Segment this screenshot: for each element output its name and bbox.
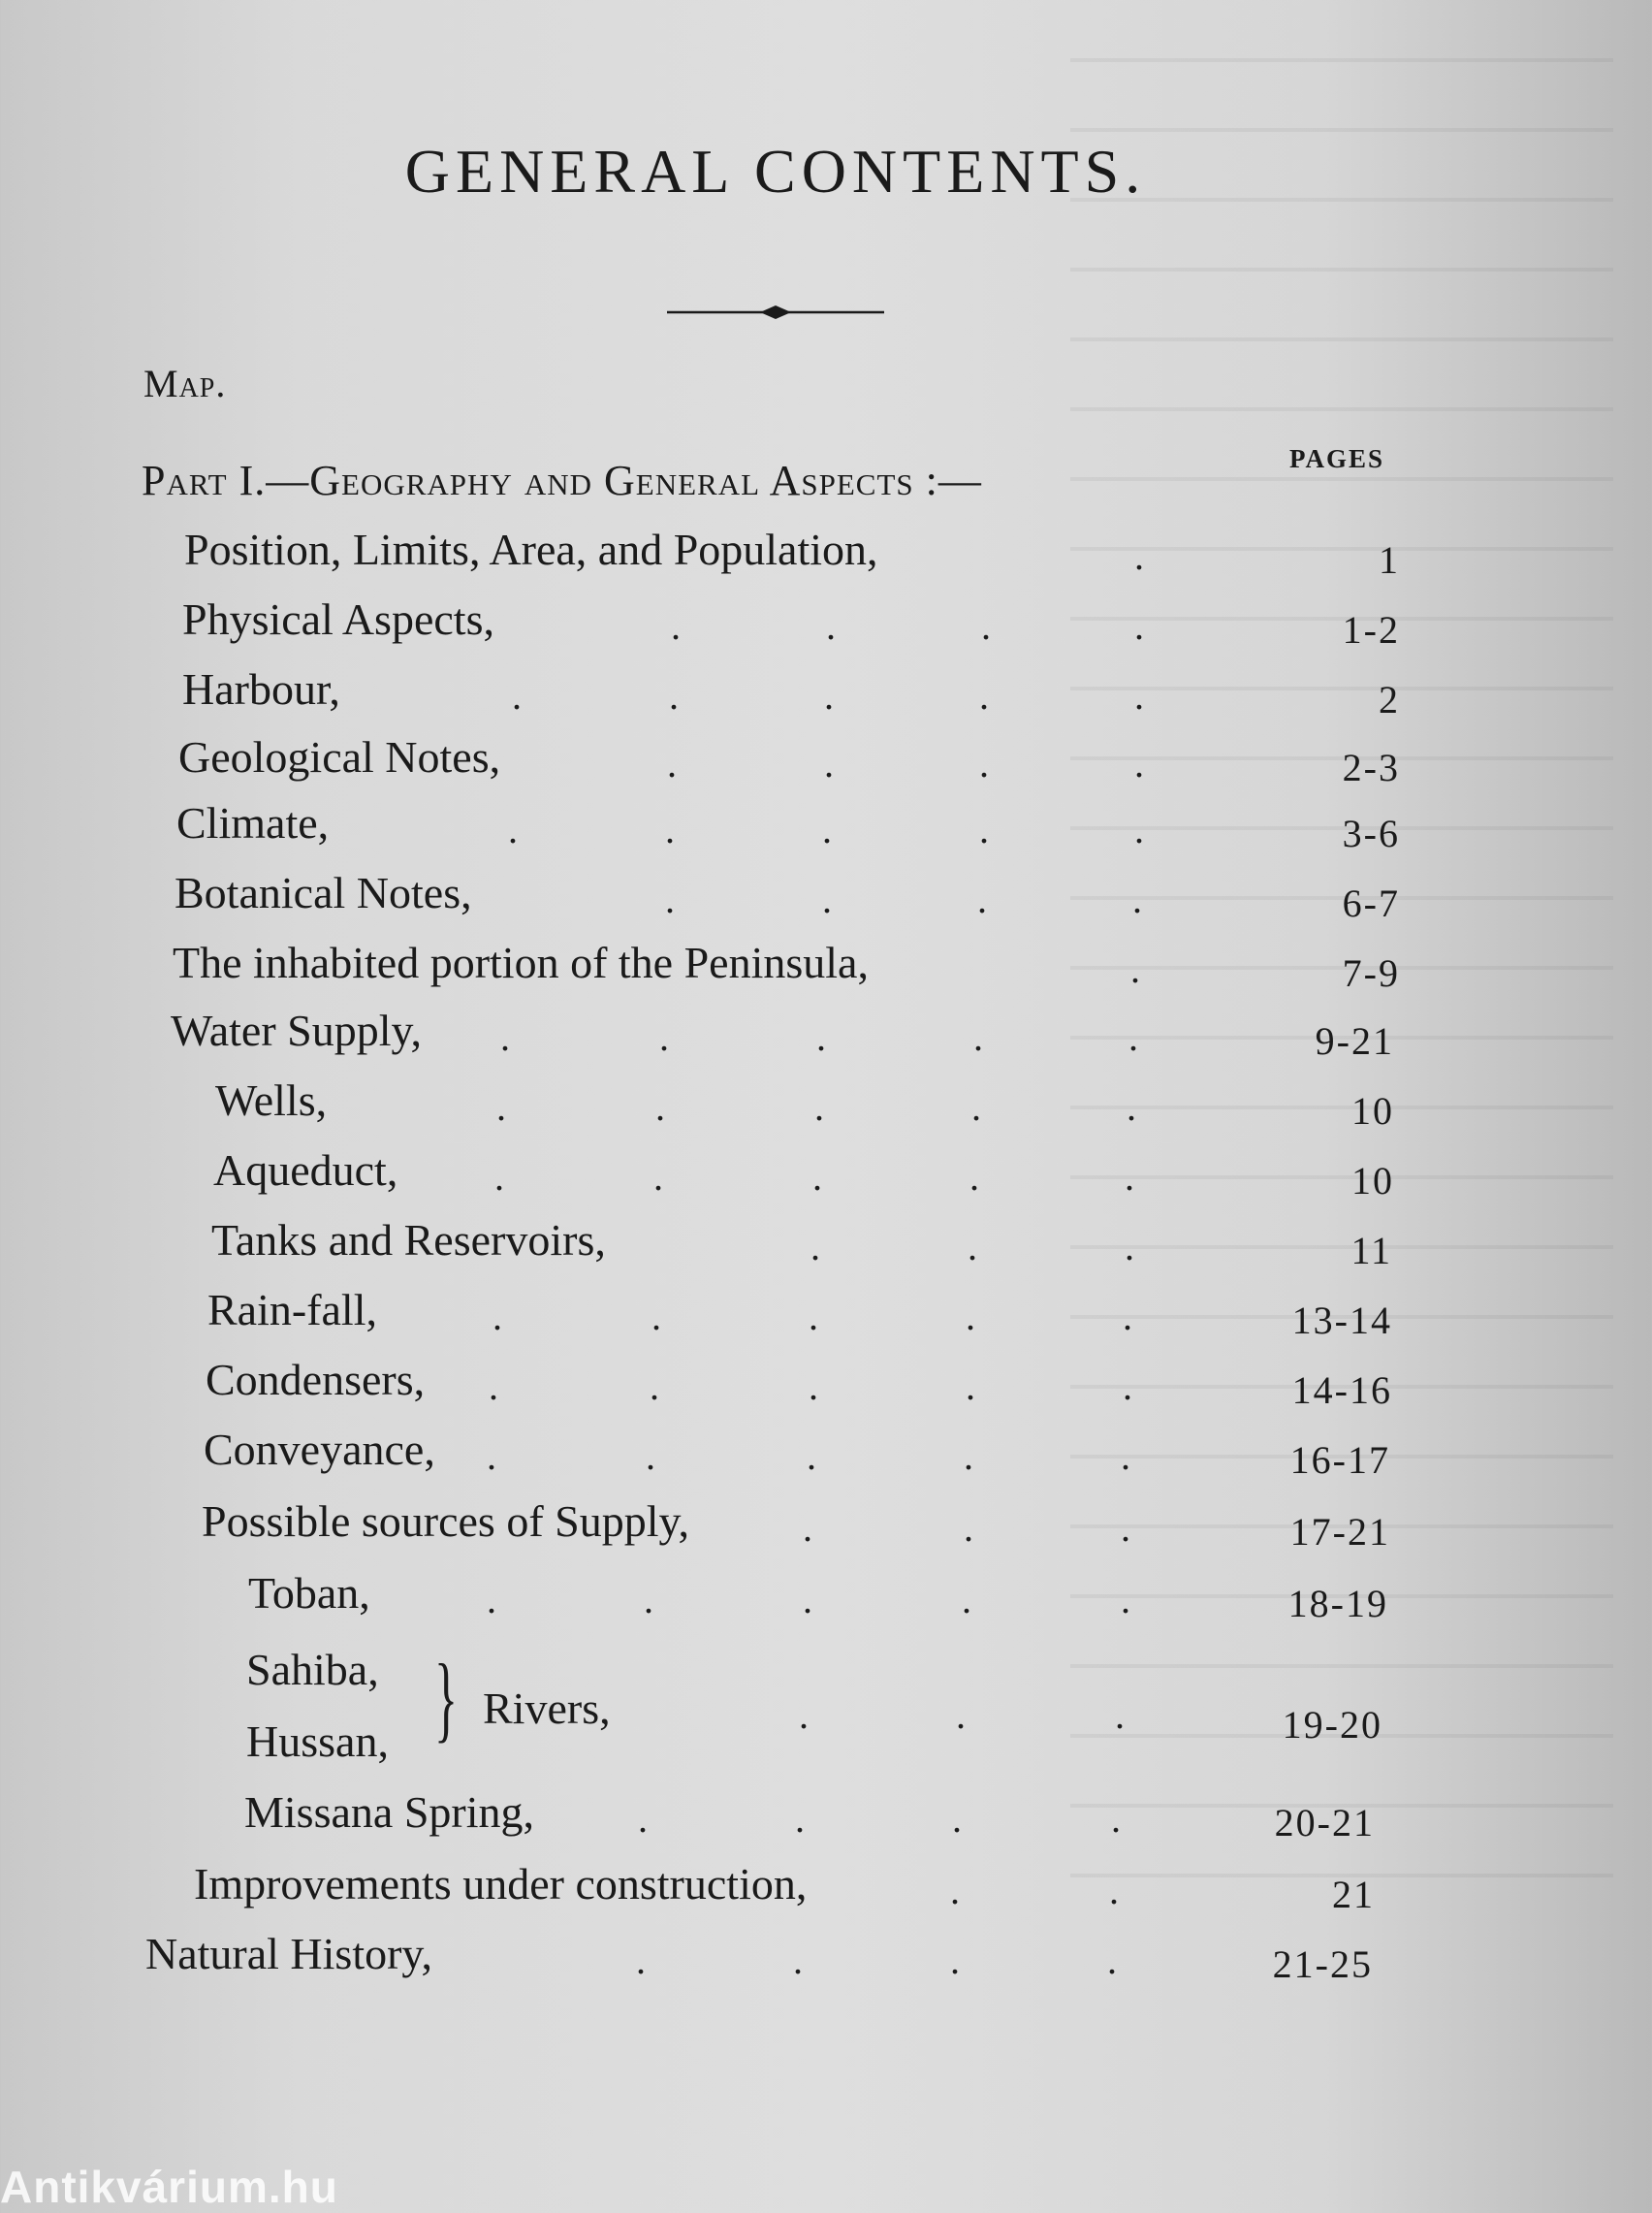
river-name-hussan: Hussan, [246,1716,389,1766]
toc-entry-inhabited-portion[interactable]: The inhabited portion of the Peninsula, . 7-9 [173,938,1400,995]
toc-entry-missana-spring[interactable]: Missana Spring, . . . . 20-21 [244,1787,1375,1844]
toc-entry-improvements[interactable]: Improvements under construction, . . 21 [194,1859,1375,1916]
entry-pages: 21-25 [1272,1942,1373,1986]
entry-pages: 16-17 [1289,1438,1390,1482]
entry-pages: 10 [1351,1159,1394,1203]
toc-entry-conveyance[interactable]: Conveyance, . . . . . 16-17 [204,1425,1390,1482]
entry-pages: 10 [1351,1089,1394,1133]
entry-label: Climate, [176,798,330,848]
toc-entry-natural-history[interactable]: Natural History, . . . . 21-25 [145,1929,1373,1986]
entry-label: Aqueduct, [213,1145,398,1195]
leader-dot: . [1134,534,1144,578]
entry-pages: 1-2 [1342,608,1400,652]
toc-entry-rain-fall[interactable]: Rain-fall, . . . . . 13-14 [207,1285,1392,1342]
toc-entry-rivers[interactable]: Sahiba, Hussan, } Rivers, . . . 19-20 [246,1644,1382,1766]
pages-column-heading: PAGES [1289,444,1385,473]
river-name-sahiba: Sahiba, [246,1645,379,1694]
entry-label: Botanical Notes, [175,868,472,917]
entry-pages: 1 [1379,538,1400,582]
entry-label: Rain-fall, [207,1285,377,1334]
entry-label: Condensers, [206,1355,426,1404]
entry-label: Wells, [215,1075,328,1125]
entry-pages: 2 [1379,678,1400,722]
divider-ornament [667,303,884,322]
toc-entry-toban[interactable]: Toban, . . . . . 18-19 [248,1568,1388,1625]
entry-label: Natural History, [145,1929,432,1978]
entry-label: The inhabited portion of the Peninsula, [173,938,869,987]
entry-pages: 20-21 [1274,1801,1375,1844]
toc-entry-position[interactable] [0,524,1652,592]
toc-entry-water-supply[interactable]: Water Supply, . . . . . 9-21 [171,1006,1394,1063]
entry-label: Conveyance, [204,1425,435,1474]
entry-label: Water Supply, [171,1006,423,1055]
entry-pages: 11 [1350,1229,1392,1272]
toc-entry-geological-notes[interactable]: Geological Notes, . . . . 2-3 [178,732,1400,789]
entry-label: Geological Notes, [178,732,501,782]
toc-entry-condensers[interactable]: Condensers, . . . . . 14-16 [206,1355,1392,1412]
toc-entry-harbour[interactable]: Harbour, . . . . . 2 [182,664,1400,722]
toc-entry-botanical-notes[interactable]: Botanical Notes, . . . . 6-7 [175,868,1400,925]
page-title: GENERAL CONTENTS. [404,137,1147,206]
entry-pages: 13-14 [1291,1299,1392,1342]
entry-pages: 2-3 [1342,746,1400,789]
entry-pages: 6-7 [1342,882,1400,925]
toc-entry-physical-aspects[interactable]: Physical Aspects, . . . . 1-2 [182,594,1400,652]
entry-label: Tanks and Reservoirs, [211,1215,606,1265]
entry-pages: 17-21 [1289,1510,1390,1554]
part-heading: Part I.—Geography and General Aspects :— [142,457,982,504]
entry-label: Missana Spring, [244,1787,534,1837]
map-label: Map. [143,362,227,405]
entry-label: Improvements under construction, [194,1859,808,1908]
entry-label: Harbour, [182,664,340,714]
brace-icon: } [434,1644,458,1751]
entry-label: Possible sources of Supply, [202,1496,690,1546]
entry-label: Toban, [248,1568,370,1618]
rivers-group-label: Rivers, [483,1684,611,1733]
entry-pages: 18-19 [1287,1582,1388,1625]
entry-label: Physical Aspects, [182,594,494,644]
toc-entry-tanks[interactable]: Tanks and Reservoirs, . . . 11 [211,1215,1392,1272]
entry-pages: 9-21 [1315,1019,1394,1063]
entry-pages: 21 [1332,1873,1375,1916]
watermark: Antikvárium.hu [0,2162,338,2212]
entry-pages: 7-9 [1342,951,1400,995]
entry-pages: 19-20 [1282,1703,1382,1747]
toc-entry-aqueduct[interactable]: Aqueduct, . . . . . 10 [213,1145,1394,1203]
toc-entry-possible-sources[interactable]: Possible sources of Supply, . . . 17-21 [202,1496,1390,1554]
entry-label: Position, Limits, Area, and Population, [184,525,878,574]
entry-pages: 3-6 [1342,812,1400,855]
entry-pages: 14-16 [1291,1368,1392,1412]
toc-entry-climate[interactable]: Climate, . . . . . 3-6 [176,798,1400,855]
toc-entry-wells[interactable]: Wells, . . . . . 10 [215,1075,1394,1133]
